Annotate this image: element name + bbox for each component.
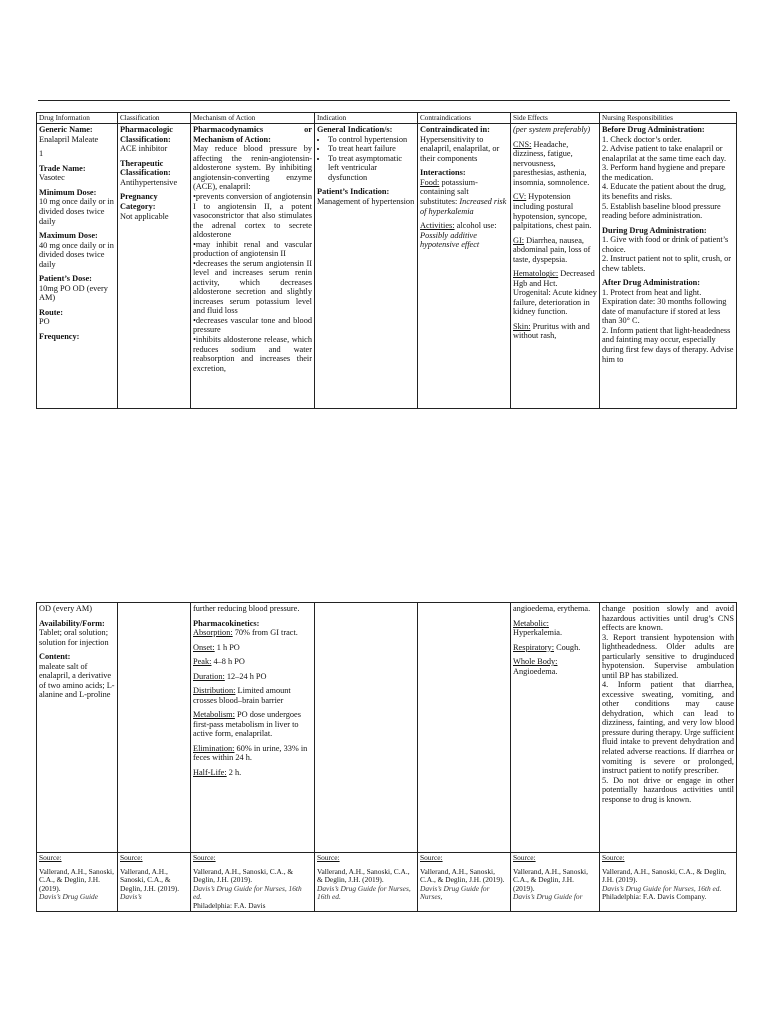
- side-effects-intro: (per system preferably): [513, 125, 591, 135]
- content-label: Content:: [39, 652, 71, 662]
- generic-name-label: Generic Name:: [39, 125, 93, 135]
- after-item: 4. Inform patient that diarrhea, excessive sweating, vomiting, and other conditions may cause dehydration, which can lead to dizziness, fainting, and very low blood pressure during therapy. Urge sufficient fluid intake to prevent dehydration and related adverse reactions. If diarrhea or vomiting is severe or prolonged, instruct patient to notify prescriber.: [602, 680, 734, 776]
- respiratory-effects: Respiratory: Cough.: [513, 642, 581, 652]
- header-classification: Classification: [118, 113, 191, 124]
- source-cell: [418, 853, 511, 912]
- pregnancy-category: Not applicable: [120, 211, 169, 221]
- source-title: Davis’s Drug Guide: [39, 892, 98, 902]
- pharmacokinetics-label: Pharmacokinetics:: [193, 618, 260, 628]
- mechanism-bullet: •prevents conversion of angiotensin I to angiotensin II, a potent vasoconstrictor that also stimulates the adrenal cortex to secrete aldosterone: [193, 192, 312, 240]
- therapeutic-classification-label: Therapeutic Classification:: [120, 158, 171, 178]
- patient-indication: Management of hypertension: [317, 197, 415, 206]
- mechanism-bullet: •decreases the serum angiotensin II level and increases serum renin activity, which decreases aldosterone secretion and slightly increases serum potassium level and fluid loss: [193, 258, 312, 316]
- side-effects-cell: [511, 124, 600, 409]
- indication-cell: [315, 124, 418, 409]
- half-life: Half-Life: 2 h.: [193, 767, 242, 777]
- indication-cell-cont: [315, 603, 418, 853]
- source-publisher: Philadelphia: F.A. Davis Company.: [602, 892, 707, 902]
- header-indication: Indication: [315, 113, 418, 124]
- mechanism-cont: further reducing blood pressure.: [193, 604, 300, 613]
- pharmacologic-classification-label: Pharmacologic Classification:: [120, 125, 173, 144]
- source-cell: [315, 853, 418, 912]
- nursing-cell: [600, 124, 737, 409]
- cns-effects: CNS: Headache, dizziness, fatigue, nervousness, paresthesias, asthenia, insomnia, somnolence.: [513, 139, 590, 187]
- trade-name-label: Trade Name:: [39, 163, 86, 173]
- skin-effects-cont: angioedema, erythema.: [513, 604, 591, 613]
- metabolic-effects: Metabolic: Hyperkalemia.: [513, 618, 563, 638]
- mechanism-bullet: •decreases vascular tone and blood pressure: [193, 315, 312, 335]
- mechanism-text: May reduce blood pressure by affecting the renin-angiotensin-aldosterone system. By inhibiting angiotensin-converting enzyme (ACE), enalapril:: [193, 144, 312, 192]
- patient-dose: 10mg PO OD (every AM): [39, 283, 108, 303]
- duration: Duration: 12–24 h PO: [193, 671, 267, 681]
- pharmacologic-classification: ACE inhibitor: [120, 144, 168, 154]
- route: PO: [39, 317, 50, 327]
- source-label: Source:: [602, 853, 625, 862]
- after-item: 1. Protect from heat and light. Expiration date: 30 months following date of manufacture if stored at less than 30° C.: [602, 287, 727, 326]
- drug-info-cell-cont: [37, 603, 118, 853]
- contraindicated-label: Contraindicated in:: [420, 125, 490, 135]
- minimum-dose-label: Minimum Dose:: [39, 187, 97, 197]
- before-item: 4. Educate the patient about the drug, its benefits and risks.: [602, 182, 726, 201]
- generic-name: Enalapril Maleate: [39, 134, 99, 144]
- drug-study-table-page2: [36, 602, 737, 912]
- sources-row: [37, 853, 737, 912]
- before-item: 1. Check doctor’s order.: [602, 134, 682, 144]
- maximum-dose: 40 mg once daily or in divided doses twice daily: [39, 240, 114, 269]
- header-nursing: Nursing Responsibilities: [600, 113, 737, 124]
- patient-dose-label: Patient’s Dose:: [39, 274, 92, 284]
- source-authors: Vallerand, A.H., Sanoski, C.A., & Deglin, J.H. (2019).: [513, 866, 588, 893]
- source-title: Davis’s Drug Guide for Nurses, 16th ed.: [193, 883, 302, 902]
- header-mechanism: Mechanism of Action: [191, 113, 315, 124]
- after-admin-label: After Drug Administration:: [602, 278, 701, 288]
- activity-interaction: Activities: alcohol use: Possibly additive hypotensive effect: [420, 221, 497, 250]
- after-item-cont: change position slowly and avoid hazardous activities until drug’s CNS effects are known.: [602, 604, 734, 633]
- frequency-label: Frequency:: [39, 331, 80, 341]
- after-item: 3. Report transient hypotension with lightheadedness. Older adults are particularly sensitive to druginduced hypotension. Supervise ambulation until BP has stabilized.: [602, 632, 734, 680]
- after-item: 2. Inform patient that light-headedness and fainting may occur, especially during first few days of therapy. Advise him to: [602, 325, 734, 364]
- generic-number: 1: [39, 149, 44, 159]
- source-title: Davis’s: [120, 892, 142, 902]
- patient-indication-label: Patient’s Indication:: [317, 187, 390, 197]
- source-label: Source:: [513, 853, 536, 862]
- before-admin-label: Before Drug Administration:: [602, 125, 705, 135]
- source-label: Source:: [39, 853, 62, 862]
- source-label: Source:: [193, 853, 216, 862]
- source-cell: [118, 853, 191, 912]
- source-authors: Vallerand, A.H., Sanoski, C.A., & Deglin, J.H. (2019).: [602, 866, 726, 885]
- source-authors: Vallerand, A.H., Sanoski, C.A., & Deglin, J.H. (2019).: [317, 866, 410, 885]
- classification-cell-cont: [118, 603, 191, 853]
- source-authors: Vallerand, A.H., Sanoski, C.A., & Deglin, J.H. (2019).: [193, 866, 294, 885]
- skin-effects: Skin: Pruritus with and without rash,: [513, 321, 590, 341]
- source-cell: [37, 853, 118, 912]
- source-title: Davis’s Drug Guide for: [513, 892, 583, 902]
- absorption: Absorption: 70% from GI tract.: [193, 628, 298, 638]
- source-label: Source:: [420, 853, 443, 862]
- side-effects-cell-cont: [511, 603, 600, 853]
- source-title: Davis’s Drug Guide for Nurses,: [420, 883, 490, 902]
- header-drug-info: Drug Information: [37, 113, 118, 124]
- contraindications-cell-cont: [418, 603, 511, 853]
- source-label: Source:: [120, 853, 143, 862]
- therapeutic-classification: Antihypertensive: [120, 177, 178, 187]
- source-publisher: Philadelphia: F.A. Davis: [193, 900, 266, 910]
- source-authors: Vallerand, A.H., Sanoski, C.A., & Deglin, J.H. (2019).: [120, 866, 180, 893]
- food-interaction: Food: potassium-containing salt substitutes: Increased risk of hyperkalemia: [420, 177, 507, 216]
- before-item: 5. Establish baseline blood pressure reading before administration.: [602, 201, 721, 221]
- maximum-dose-label: Maximum Dose:: [39, 231, 98, 241]
- nursing-cell-cont: [600, 603, 737, 853]
- content-row: [37, 124, 737, 409]
- mechanism-label: Pharmacodynamics or Mechanism of Action:: [193, 125, 312, 144]
- before-item: 2. Advise patient to take enalapril or enalaprilat at the same time each day.: [602, 144, 727, 163]
- general-indication-label: General Indication/s:: [317, 125, 393, 135]
- during-item: 2. Instruct patient not to split, crush, or chew tablets.: [602, 254, 732, 273]
- drug-info-cell: [37, 124, 118, 409]
- pregnancy-category-label: Pregnancy Category:: [120, 192, 158, 211]
- route-label: Route:: [39, 307, 63, 317]
- source-title: Davis’s Drug Guide for Nurses, 16th ed.: [602, 883, 722, 893]
- gi-effects: GI: Diarrhea, nausea, abdominal pain, loss of taste, dyspepsia.: [513, 235, 591, 264]
- mechanism-cell-cont: [191, 603, 315, 853]
- content: maleate salt of enalapril, a derivative of two amino acids; L-alanine and L-proline: [39, 661, 115, 700]
- whole-body-effects: Whole Body: Angioedema.: [513, 657, 558, 676]
- during-item: 1. Give with food or drink of patient’s choice.: [602, 235, 729, 254]
- header-row: [37, 113, 737, 124]
- hematologic-effects: Hematologic: Decreased Hgb and Hct. Urogenital: Acute kidney failure, deterioration in kidney function.: [513, 269, 597, 317]
- source-authors: Vallerand, A.H., Sanoski, C.A., & Deglin, J.H. (2019).: [39, 866, 114, 893]
- mechanism-cell: [191, 124, 315, 409]
- mechanism-bullet: •inhibits aldosterone release, which reduces sodium and water reabsorption and increases their excretion,: [193, 334, 312, 373]
- availability-label: Availability/Form:: [39, 618, 105, 628]
- classification-cell: [118, 124, 191, 409]
- contraindicated-text: Hypersensitivity to enalapril, enalaprilat, or their components: [420, 134, 500, 163]
- source-cell: [191, 853, 315, 912]
- during-admin-label: During Drug Administration:: [602, 225, 707, 235]
- before-item: 3. Perform hand hygiene and prepare the medication.: [602, 163, 726, 182]
- metabolism: Metabolism: PO dose undergoes first-pass metabolism in liver to active form, enalaprilat.: [193, 710, 301, 739]
- content-row-continued: [37, 603, 737, 853]
- source-title: Davis’s Drug Guide for Nurses, 16th ed.: [317, 883, 411, 902]
- cv-effects: CV: Hypotension including postural hypotension, syncope, palpitations, chest pain.: [513, 192, 592, 231]
- trade-name: Vasotec: [39, 173, 65, 183]
- contraindications-cell: [418, 124, 511, 409]
- distribution: Distribution: Limited amount crosses blood–brain barrier: [193, 686, 291, 705]
- top-rule: [38, 100, 730, 101]
- indication-item: • To treat heart failure: [328, 144, 415, 154]
- source-label: Source:: [317, 853, 340, 862]
- peak: Peak: 4–8 h PO: [193, 657, 245, 667]
- header-side-effects: Side Effects: [511, 113, 600, 124]
- source-cell: [511, 853, 600, 912]
- indication-item: • To control hypertension: [328, 135, 415, 145]
- indication-item: • To treat asymptomatic left ventricular dysfunction: [328, 154, 415, 183]
- availability: Tablet; oral solution; solution for injection: [39, 628, 109, 647]
- after-item: 5. Do not drive or engage in other potentially hazardous activities until response to drug is known.: [602, 775, 734, 804]
- onset: Onset: 1 h PO: [193, 642, 240, 652]
- minimum-dose: 10 mg once daily or in divided doses twice daily: [39, 197, 114, 226]
- frequency: OD (every AM): [39, 604, 92, 613]
- drug-study-table-page1: [36, 112, 737, 409]
- header-contraindications: Contraindications: [418, 113, 511, 124]
- mechanism-bullet: •may inhibit renal and vascular production of angiotensin II: [193, 239, 312, 259]
- interactions-label: Interactions:: [420, 168, 466, 178]
- source-cell: [600, 853, 737, 912]
- source-authors: Vallerand, A.H., Sanoski, C.A., & Deglin, J.H. (2019).: [420, 866, 505, 885]
- elimination: Elimination: 60% in urine, 33% in feces within 24 h.: [193, 743, 308, 763]
